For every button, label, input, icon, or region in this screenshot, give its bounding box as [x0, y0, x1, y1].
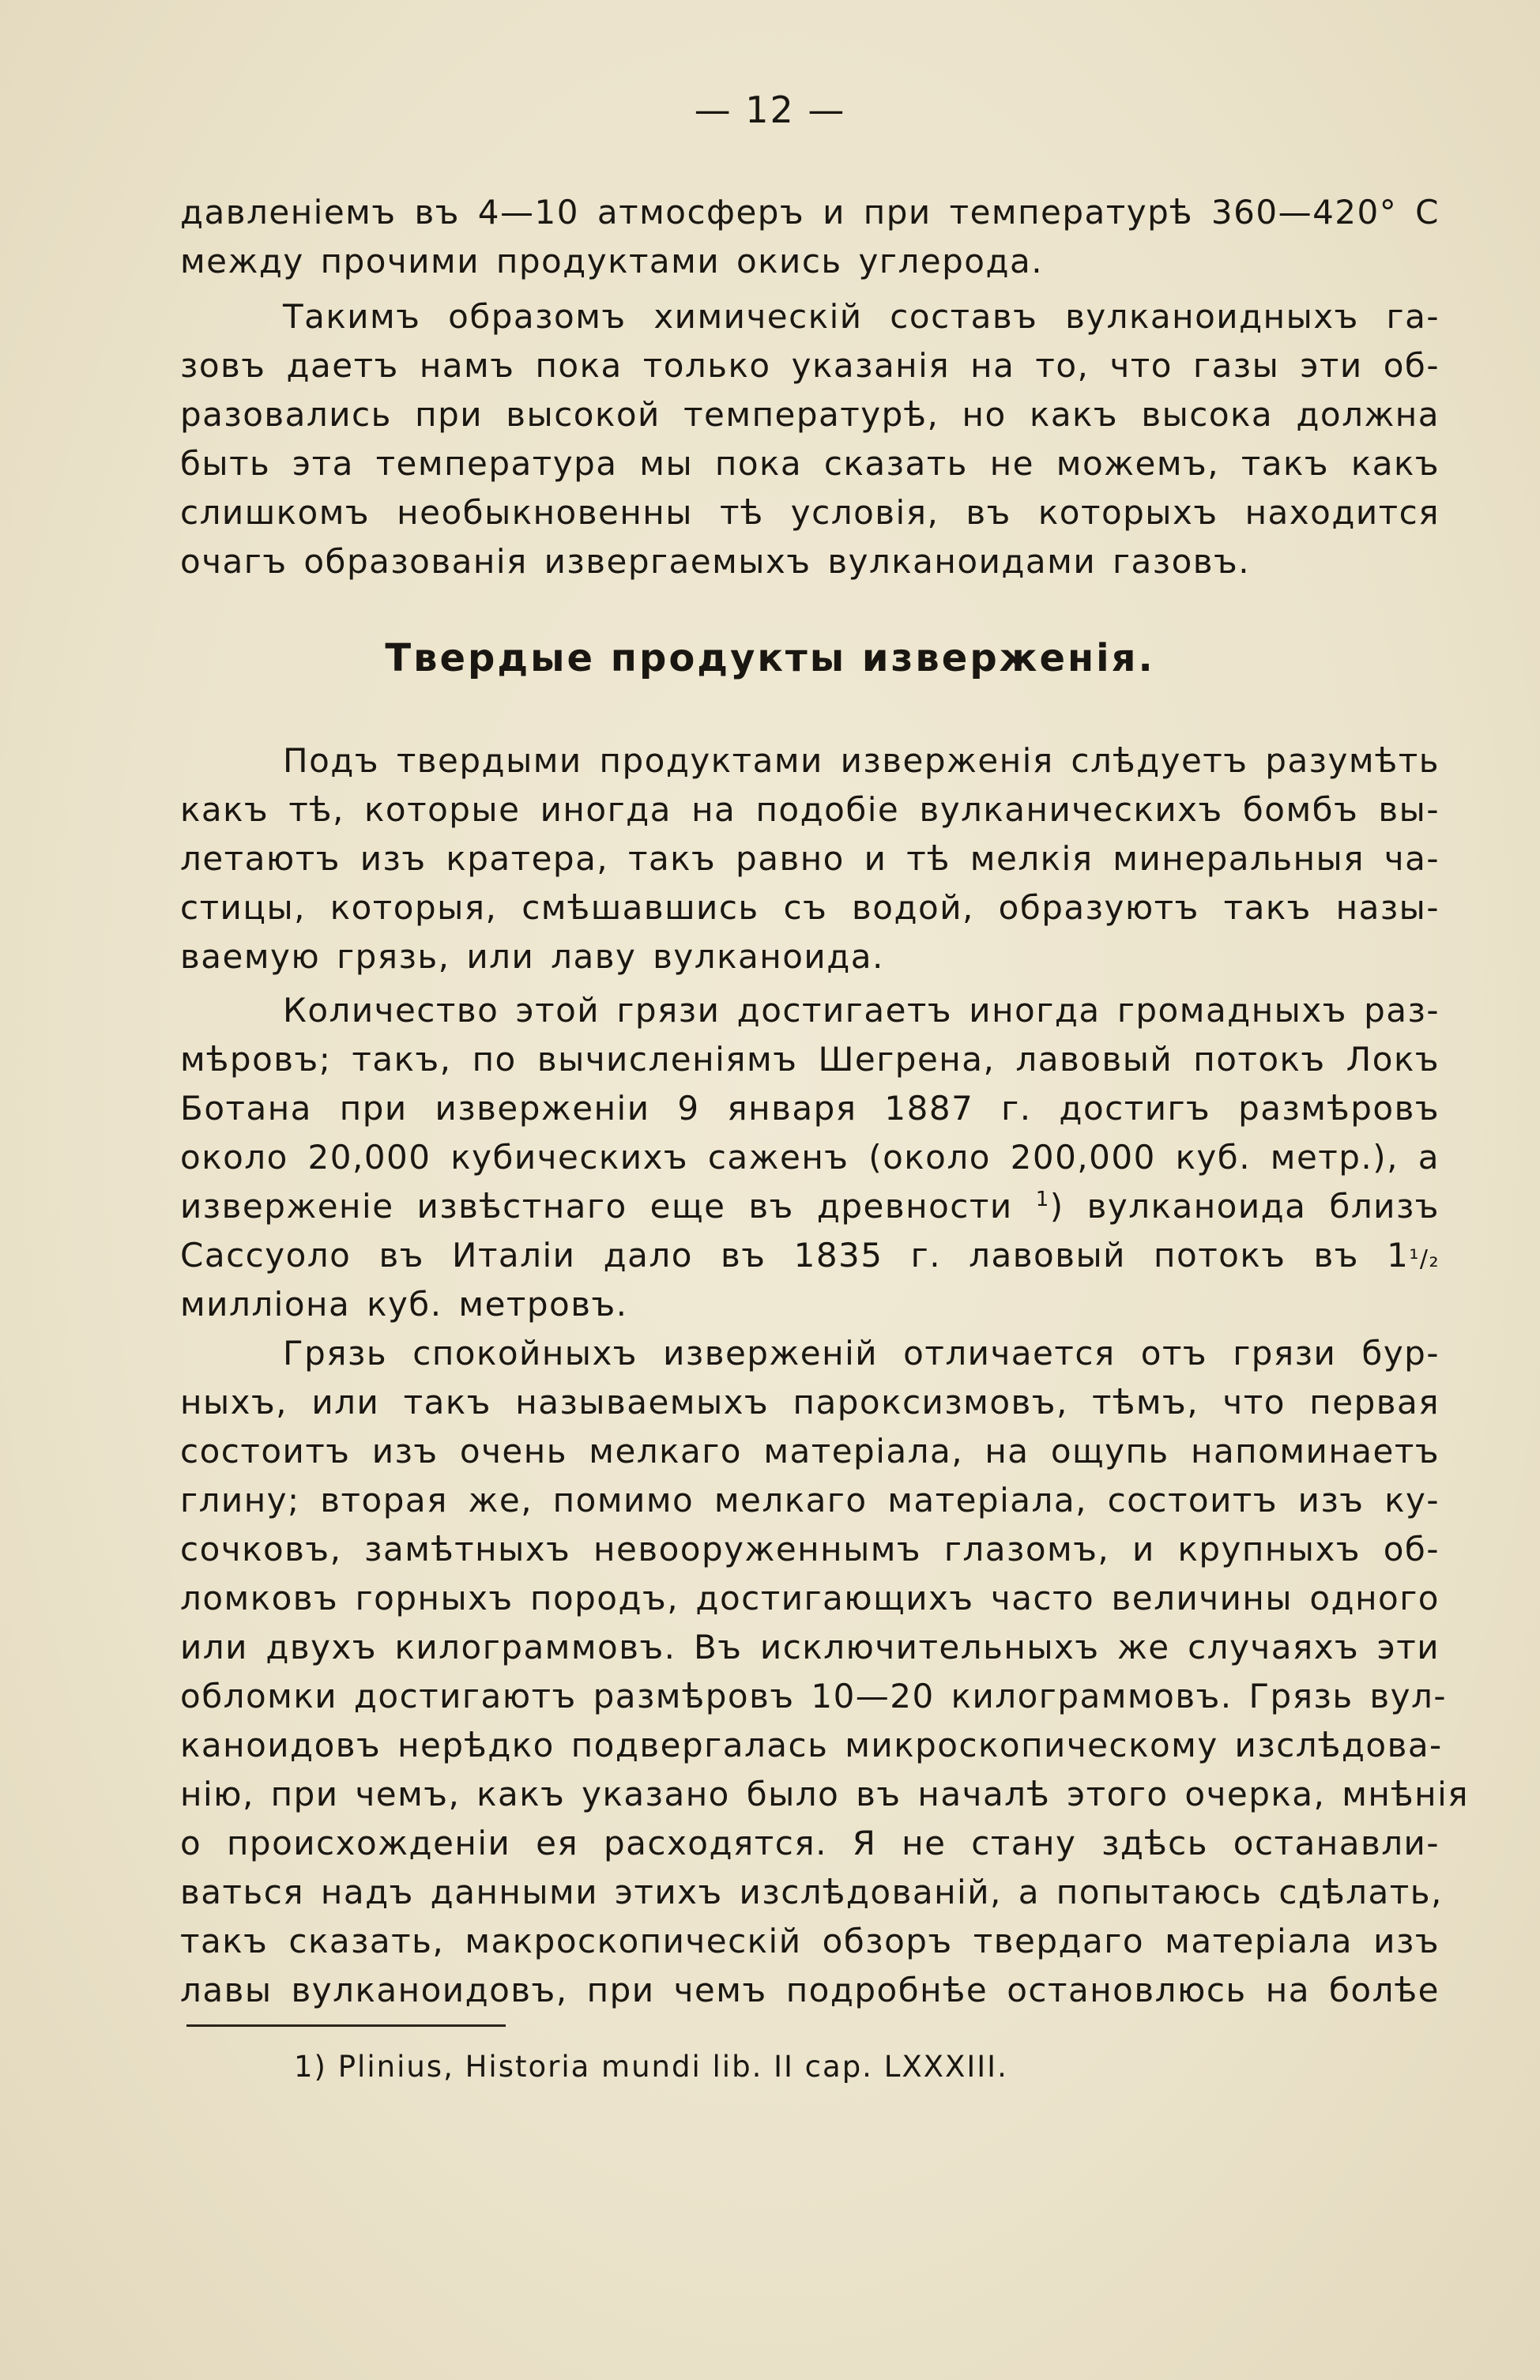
intro-paragraph — [180, 188, 1440, 286]
text-line: нію, при чемъ, какъ указано было въ началѣ этого очерка, мнѣнія — [180, 1775, 1470, 1813]
text-line: зовъ даетъ намъ пока только указанія на то, что газы эти об- — [180, 346, 1440, 385]
text-line: такъ сказать, макроскопическій обзоръ твердаго матеріала изъ — [180, 1922, 1440, 1960]
text-line: о происхожденіи ея расходятся. Я не стану здѣсь останавли- — [180, 1824, 1440, 1862]
text-line: слишкомъ необыкновенны тѣ условія, въ которыхъ находится — [180, 493, 1440, 532]
page-number: — 12 — — [694, 88, 846, 131]
text-line: лавы вулканоидовъ, при чемъ подробнѣе остановлюсь на болѣе — [180, 1971, 1440, 2009]
text-line: ломковъ горныхъ породъ, достигающихъ часто величины одного — [180, 1579, 1440, 1617]
line-text: ) вулканоида близъ — [1049, 1187, 1440, 1226]
text-line: быть эта температура мы пока сказать не можемъ, такъ какъ — [180, 444, 1440, 483]
fraction: ¹/₂ — [1409, 1245, 1440, 1273]
text-line: стицы, которыя, смѣшавшись съ водой, образуютъ такъ назы- — [180, 888, 1440, 927]
text-line: ныхъ, или такъ называемыхъ пароксизмовъ, тѣмъ, что первая — [180, 1383, 1440, 1422]
text-line: Ботана при изверженіи 9 января 1887 г. достигъ размѣровъ — [180, 1089, 1440, 1128]
footnote — [294, 2050, 1008, 2084]
text-line: каноидовъ нерѣдко подвергалась микроскопическому изслѣдова- — [180, 1726, 1443, 1764]
mud-paragraph — [180, 1329, 1470, 2015]
text-line: Грязь спокойныхъ изверженій отличается отъ грязи бур- — [283, 1334, 1440, 1373]
text-line: мѣровъ; такъ, по вычисленіямъ Шегрена, лавовый потокъ Локъ — [180, 1040, 1440, 1079]
footnote-marker: 1) — [294, 2050, 327, 2084]
gas-paragraph — [180, 292, 1440, 586]
text-line: давленіемъ въ 4—10 атмосферъ и при температурѣ 360—420° C — [180, 193, 1440, 232]
text-line: разовались при высокой температурѣ, но какъ высока должна — [180, 395, 1440, 434]
text-line: Подъ твердыми продуктами изверженія слѣдуетъ разумѣть — [283, 741, 1440, 780]
text-line: обломки достигаютъ размѣровъ 10—20 килограммовъ. Грязь вул- — [180, 1677, 1448, 1715]
footnote-separator — [186, 2024, 506, 2027]
line-text: Сассуоло въ Италіи дало въ 1835 г. лавовый потокъ въ 1 — [180, 1236, 1410, 1275]
text-line: или двухъ килограммовъ. Въ исключительныхъ же случаяхъ эти — [180, 1628, 1440, 1666]
footnote-ref: 1 — [1035, 1188, 1050, 1211]
text-line-with-footnote-ref — [180, 1182, 1440, 1231]
section-heading: Твердые продукты изверженія. — [385, 636, 1155, 680]
text-line: Такимъ образомъ химическій составъ вулканоидныхъ га- — [283, 297, 1440, 336]
text-line: ваемую грязь, или лаву вулканоида. — [180, 937, 884, 976]
text-line: ваться надъ данными этихъ изслѣдованій, а попытаюсь сдѣлать, — [180, 1873, 1443, 1911]
text-line: сочковъ, замѣтныхъ невооруженнымъ глазомъ, и крупныхъ об- — [180, 1530, 1440, 1568]
solid-products-paragraph — [180, 736, 1440, 981]
line-text: изверженіе извѣстнаго еще въ древности — [180, 1187, 1013, 1226]
text-line-with-fraction — [180, 1231, 1440, 1280]
text-line: милліона куб. метровъ. — [180, 1285, 628, 1324]
footnote-text: Plinius, Historia mundi lib. II cap. LXXXIII. — [337, 2050, 1008, 2084]
text-line: состоитъ изъ очень мелкаго матеріала, на ощупь напоминаетъ — [180, 1432, 1440, 1471]
text-line: летаютъ изъ кратера, такъ равно и тѣ мелкія минеральныя ча- — [180, 839, 1440, 878]
text-line: между прочими продуктами окись углерода. — [180, 242, 1044, 281]
text-line: около 20,000 кубическихъ саженъ (около 200,000 куб. метр.), а — [180, 1138, 1440, 1177]
text-line: очагъ образованія извергаемыхъ вулканоидами газовъ. — [180, 542, 1251, 581]
amount-paragraph — [180, 986, 1440, 1329]
text-line: глину; вторая же, помимо мелкаго матеріала, состоитъ изъ ку- — [180, 1481, 1440, 1520]
text-line: какъ тѣ, которые иногда на подобіе вулканическихъ бомбъ вы- — [180, 790, 1440, 829]
text-line: Количество этой грязи достигаетъ иногда громадныхъ раз- — [283, 991, 1440, 1030]
